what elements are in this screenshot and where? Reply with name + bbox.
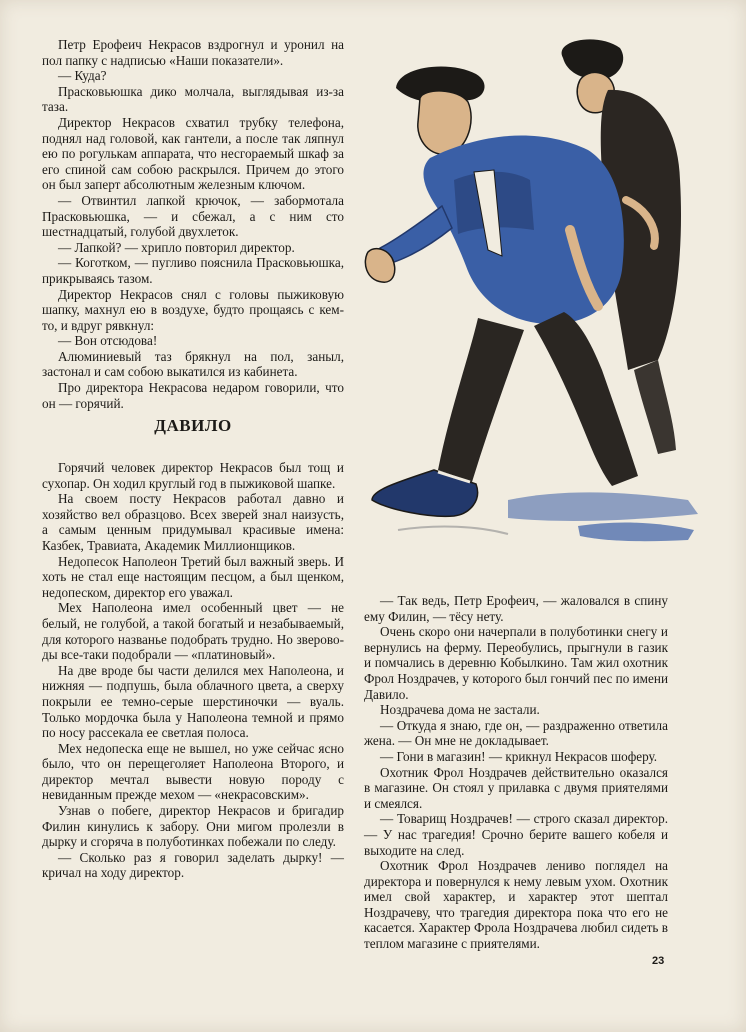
paragraph: Директор Некрасов снял с головы пыжиковую шапку, махнул ею в воздухе, будто прощаясь с кем-то, и вдруг рявкнул: [42,286,344,333]
paragraph: — Лапкой? — хрипло повторил директор. [58,239,295,255]
paragraph: Петр Ерофеич Некрасов вздрогнул и уронил на пол папку с надписью «Наши показатели». [42,37,344,68]
running-men-illustration [358,30,708,560]
paragraph: Ноздрачева дома не застали. [380,702,540,718]
paragraph: Горячий человек директор Некрасов был тощ и сухопар. Он ходил круглый год в пыжиковой шапке. [42,460,344,491]
paragraph: Охотник Фрол Ноздрачев действительно оказался в магазине. Он стоял у прилавка с двумя приятелями и смеялся. [364,764,668,811]
paragraph: Прасковьюшка дико молчала, выглядывая из-за таза. [42,83,344,115]
paragraph: Охотник Фрол Ноздрачев лениво поглядел на директора и повернулся к нему левым ухом. Охотник имел свой характер, и характер этот шептал Ноздрачеву, что трагедия директора пока что его не касается. Характер Фрола Ноздрачева любил сидеть в теплом магазине с приятелями. [364,858,668,952]
paragraph: — Куда? [58,68,107,84]
paragraph: — Откуда я знаю, где он, — раздраженно ответила жена. — Он мне не докладывает. [364,717,668,749]
paragraph: Директор Некрасов схватил трубку телефона, поднял над головой, как гантели, а после так ляпнул ею по рогулькам аппарата, что несгораемый шкаф за его спиной сам собою раскрылся. Причем до этого он был заперт абсолютным железным ключом. [42,114,344,193]
paragraph: Очень скоро они начерпали в полуботинки снегу и вернулись на ферму. Переобулись, прыгнули в газик и помчались в деревню Кобылкино. Там жил охотник Фрол Ноздрачев, у которого был гончий пес по имени Давило. [364,624,668,702]
paragraph: Алюминиевый таз брякнул на пол, заныл, застонал и сам собою выкатился из кабинета. [42,348,344,380]
paragraph: — Товарищ Ноздрачев! — строго сказал директор. — У нас трагедия! Срочно берите вашего кобеля и выходите на след. [364,811,668,858]
chapter-text-left [42,460,344,881]
chapter-title: ДАВИЛО [154,416,232,435]
paragraph: — Гони в магазин! — крикнул Некрасов шоферу. [380,748,658,764]
paragraph: Про директора Некрасова недаром говорили, что он — горячий. [42,380,344,411]
front-figure [365,66,638,516]
paragraph: На своем посту Некрасов работал давно и хозяйство вел образцово. Всех зверей знал наизусть, а самым ценным придумывал красивые имена: Казбек, Травиата, Академик Миллионщиков. [42,491,344,553]
paragraph: — Вон отсюдова! [58,333,158,349]
paragraph: Узнав о побеге, директор Некрасов и бригадир Филин кинулись к забору. Они мигом пролезли в дырку и сгоряча в полуботинках побежали по следу. [42,803,344,850]
paragraph: Мех недопеска еще не вышел, но уже сейчас ясно было, что он перещеголяет Наполеона Второго, и директор мечтал вывести новую породу с невиданным прежде мехом — «некрасовским». [42,740,344,803]
paragraph: На две вроде бы части делился мех Наполеона, и нижняя — подпушь, была облачного цвета, а сверху покрыли ее темно-серые шерстиночки — вуаль. Только мордочка была у Наполеона темной и прямо по носу рассекала ее светлая полоса. [42,662,344,741]
page-number: 23 [652,955,665,967]
paragraph: — Отвинтил лапкой крючок, — забормотала Прасковьюшка, — и сбежал, а с ним сто шестнадцатый, голубой двухлеток. [42,192,344,240]
paragraph: Недопесок Наполеон Третий был важный зверь. И хоть не стал еще настоящим песцом, а был щенком, недопеском, директор его уважал. [42,553,344,600]
paragraph: — Так ведь, Петр Ерофеич, — жаловался в спину ему Филин, — тёсу нету. [364,593,668,624]
paragraph: — Коготком, — пугливо пояснила Прасковьюшка, прикрываясь тазом. [42,255,344,286]
paragraph: Мех Наполеона имел особенный цвет — не белый, не голубой, а такой богатый и незабываемый, для которого названье подобрать трудно. Но звероводы все-таки подобрали — «платиновый». [42,600,344,663]
chapter-text-right [364,593,668,952]
story-intro-text [42,37,344,411]
paragraph: — Сколько раз я говорил заделать дырку! — кричал на ходу директор. [42,849,344,881]
